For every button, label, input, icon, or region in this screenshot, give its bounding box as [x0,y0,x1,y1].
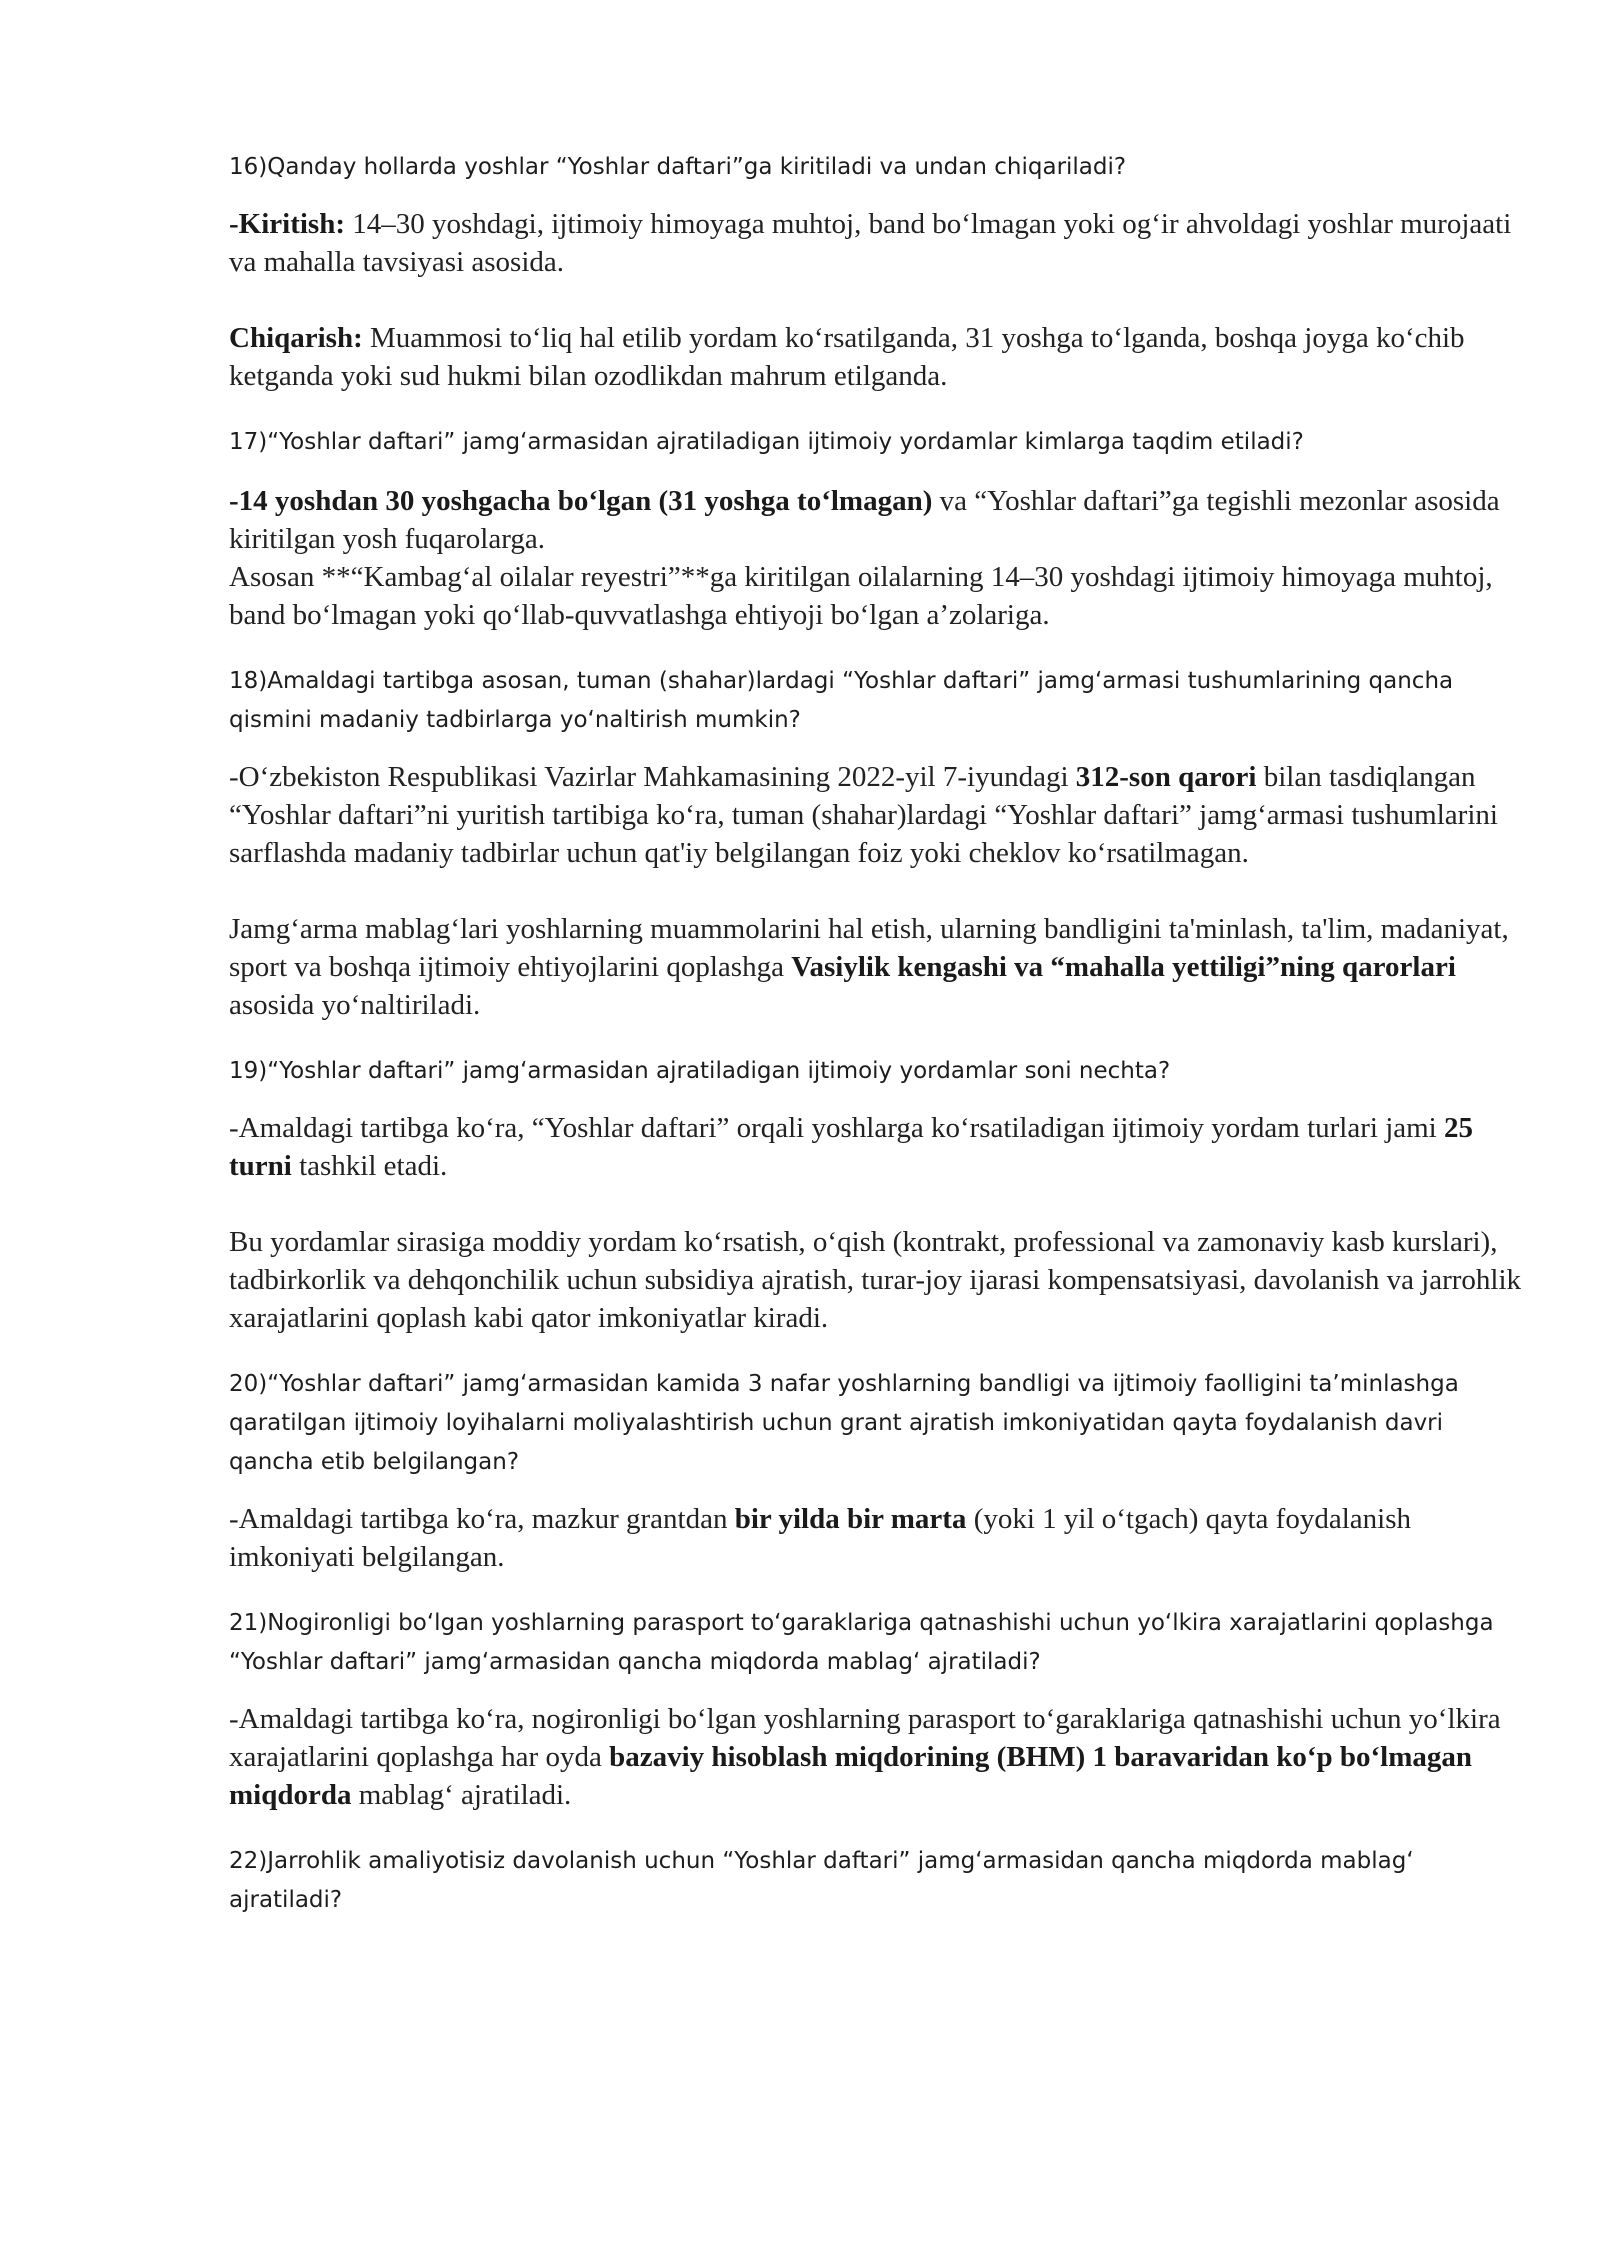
answer-18-para1-pre: -Oʻzbekiston Respublikasi Vazirlar Mahkamasining 2022-yil 7-iyundagi [229,761,1076,793]
answer-18-para2 [229,910,1529,1024]
answer-21-pre: -Amaldagi tartibga koʻra, nogironligi boʻlgan yoshlarning parasport toʻgaraklariga qatnashishi uchun yoʻlkira xarajatlarini qoplashga har oyda [229,1703,1501,1773]
question-20: 20)“Yoshlar daftari” jamgʻarmasidan kamida 3 nafar yoshlarning bandligi va ijtimoiy faolligini ta’minlashga qaratilgan ijtimoiy loyihalarni moliyalashtirish uchun grant ajratish imkoniyatidan qayta foydalanish davri qancha etib belgilangan? [229,1371,1459,1475]
answer-19-para1-pre: -Amaldagi tartibga koʻra, “Yoshlar daftari” orqali yoshlarga koʻrsatiladigan ijtimoiy yordam turlari jami [229,1112,1444,1144]
document-body [229,148,1529,1920]
answer-18-para2-pre: Jamgʻarma mablagʻlari yoshlarning muammolarini hal etish, ularning bandligini ta'minlash, ta'lim, madaniyat, sport va boshqa ijtimoiy ehtiyojlarini qoplashga [229,913,1509,983]
question-18: 18)Amaldagi tartibga asosan, tuman (shahar)lardagi “Yoshlar daftari” jamgʻarmasi tushumlarining qancha qismini madaniy tadbirlarga yoʻnaltirish mumkin? [229,668,1454,733]
question-16: 16)Qanday hollarda yoshlar “Yoshlar daftari”ga kiritiladi va undan chiqariladi? [229,154,1127,180]
question-17: 17)“Yoshlar daftari” jamgʻarmasidan ajratiladigan ijtimoiy yordamlar kimlarga taqdim etiladi? [229,429,1304,455]
answer-18-para1-bold: 312-son qarori [1075,761,1257,793]
answer-21-bold: bazaviy hisoblash miqdorining (BHM) 1 baravaridan koʻp boʻlmagan miqdorda [229,1741,1472,1811]
answer-20 [229,1500,1529,1576]
answer-17-text: va “Yoshlar daftari”ga tegishli mezonlar asosida kiritilgan yosh fuqarolarga. [229,485,1500,555]
answer-21-post: mablagʻ ajratiladi. [351,1779,572,1811]
answer-16-chiqarish [229,319,1529,395]
answer-19-para2: Bu yordamlar sirasiga moddiy yordam koʻrsatish, oʻqish (kontrakt, professional va zamonaviy kasb kurslari), tadbirkorlik va dehqonchilik uchun subsidiya ajratish, turar-joy ijarasi kompensatsiyasi, davolanish va jarrohlik xarajatlarini qoplash kabi qator imkoniyatlar kiradi. [229,1226,1522,1334]
answer-18-para2-bold: Vasiylik kengashi va “mahalla yettiligi”ning qarorlari [791,951,1456,983]
answer-16-chiqarish-text: Muammosi toʻliq hal etilib yordam koʻrsatilganda, 31 yoshga toʻlganda, boshqa joyga koʻchib ketganda yoki sud hukmi bilan ozodlikdan mahrum etilganda. [229,322,1465,392]
question-21: 21)Nogironligi boʻlgan yoshlarning parasport toʻgaraklariga qatnashishi uchun yoʻlkira xarajatlarini qoplashga “Yoshlar daftari” jamgʻarmasidan qancha miqdorda mablagʻ ajratiladi? [229,1610,1494,1675]
answer-19-para1 [229,1109,1529,1185]
question-19: 19)“Yoshlar daftari” jamgʻarmasidan ajratiladigan ijtimoiy yordamlar soni nechta? [229,1058,1171,1084]
answer-18-para1-post: bilan tasdiqlangan “Yoshlar daftari”ni yuritish tartibiga koʻra, tuman (shahar)lardagi “Yoshlar daftari” jamgʻarmasi tushumlarini sarflashda madaniy tadbirlar uchun qat'iy belgilangan foiz yoki cheklov koʻrsatilmagan. [229,761,1498,869]
answer-19-para1-bold: 25 turni [229,1112,1473,1182]
question-22: 22)Jarrohlik amaliyotisiz davolanish uchun “Yoshlar daftari” jamgʻarmasidan qancha miqdorda mablagʻ ajratiladi? [229,1848,1414,1913]
answer-21 [229,1700,1529,1814]
answer-17-line1 [229,482,1529,558]
answer-16-kiritish [229,205,1529,281]
answer-17-bold: -14 yoshdan 30 yoshgacha boʻlgan (31 yoshga toʻlmagan) [229,485,933,517]
answer-19-para1-post: tashkil etadi. [291,1150,448,1182]
answer-20-bold: bir yilda bir marta [734,1503,967,1535]
answer-18-para2-post: asosida yoʻnaltiriladi. [229,989,481,1021]
answer-16-chiqarish-label: Chiqarish: [229,322,363,354]
answer-16-kiritish-label: -Kiritish: [229,208,345,240]
answer-17-line2: Asosan **“Kambagʻal oilalar reyestri”**ga kiritilgan oilalarning 14–30 yoshdagi ijtimoiy himoyaga muhtoj, band boʻlmagan yoki qoʻllab-quvvatlashga ehtiyoji boʻlgan a’zolariga. [229,561,1493,631]
answer-16-kiritish-text: 14–30 yoshdagi, ijtimoiy himoyaga muhtoj, band boʻlmagan yoki ogʻir ahvoldagi yoshlar murojaati va mahalla tavsiyasi asosida. [229,208,1512,278]
answer-18-para1 [229,758,1529,872]
answer-20-pre: -Amaldagi tartibga koʻra, mazkur grantdan [229,1503,735,1535]
answer-20-post: (yoki 1 yil oʻtgach) qayta foydalanish imkoniyati belgilangan. [229,1503,1411,1573]
